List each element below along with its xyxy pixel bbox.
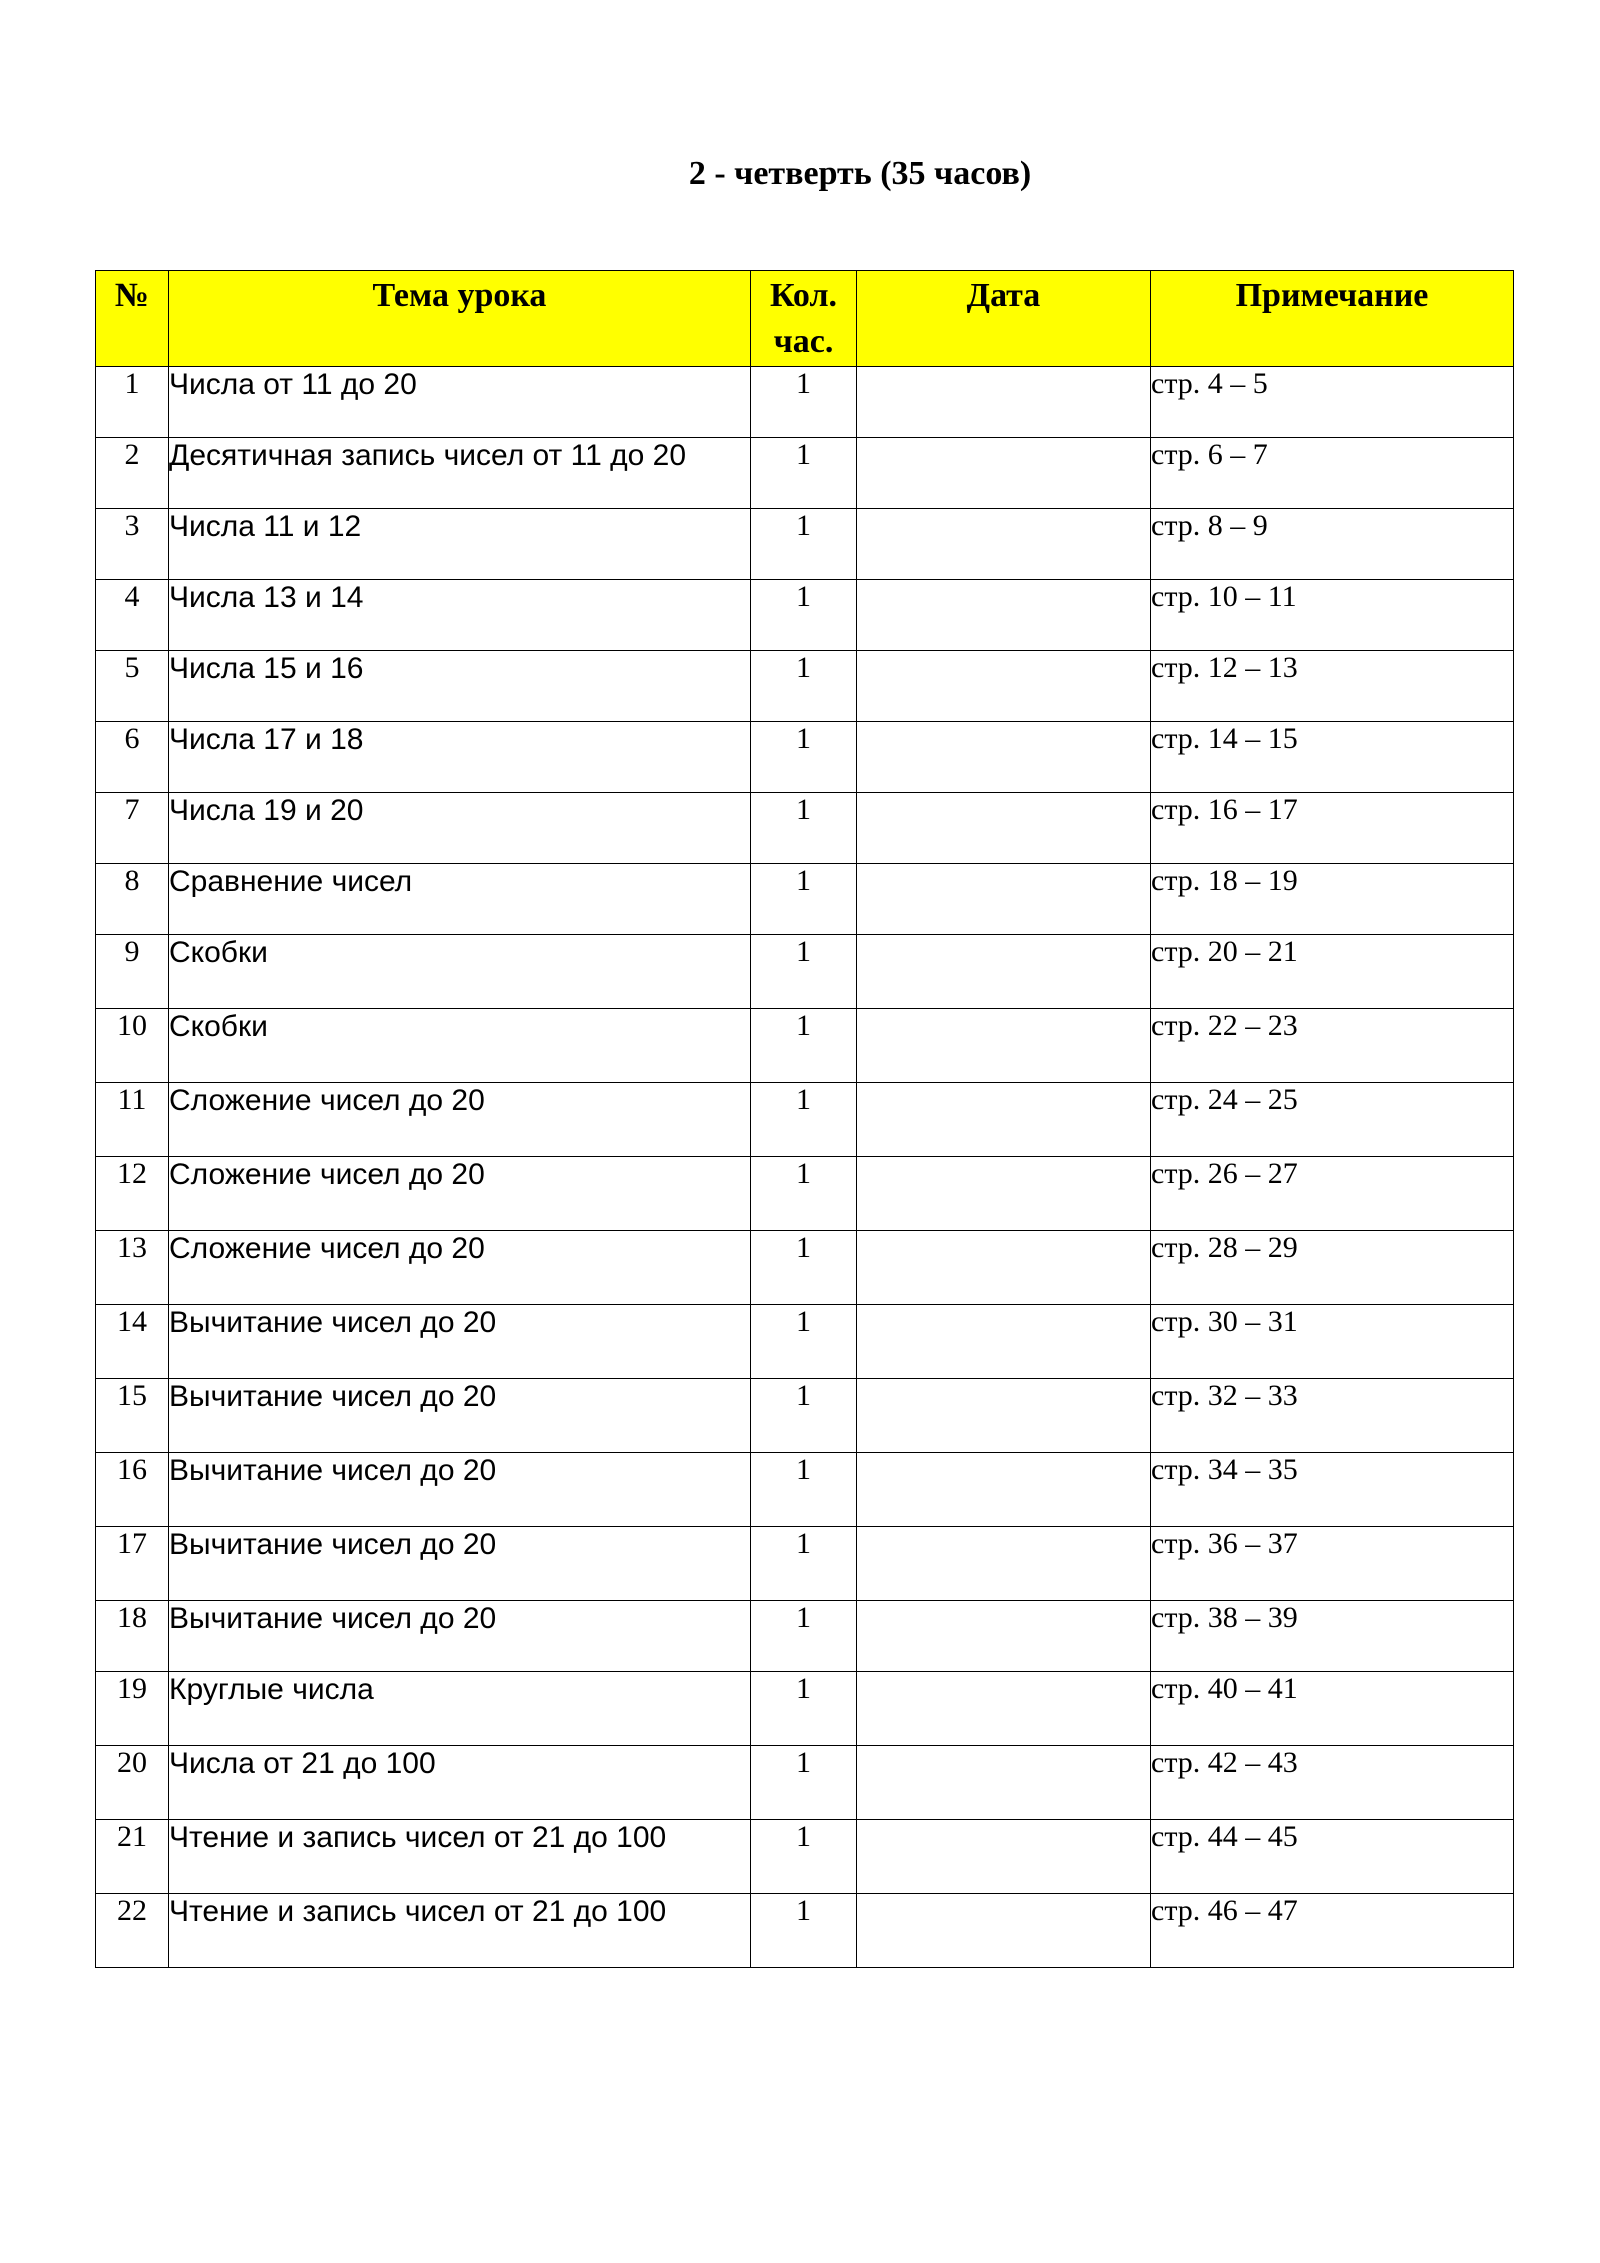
cell-num: 16 (96, 1453, 169, 1527)
cell-date (857, 509, 1151, 580)
table-row (96, 1231, 1514, 1305)
cell-note: стр. 20 – 21 (1151, 935, 1514, 1009)
table-row (96, 651, 1514, 722)
cell-topic: Сложение чисел до 20 (169, 1083, 751, 1157)
table-row (96, 1601, 1514, 1672)
cell-num: 19 (96, 1672, 169, 1746)
cell-topic: Сравнение чисел (169, 864, 751, 935)
table-row (96, 1672, 1514, 1746)
cell-note: стр. 44 – 45 (1151, 1820, 1514, 1894)
cell-num: 20 (96, 1746, 169, 1820)
table-row (96, 1009, 1514, 1083)
cell-num: 6 (96, 722, 169, 793)
cell-num: 4 (96, 580, 169, 651)
cell-topic: Вычитание чисел до 20 (169, 1379, 751, 1453)
table-row (96, 1379, 1514, 1453)
cell-hours: 1 (751, 1672, 857, 1746)
table-row (96, 1453, 1514, 1527)
table-row (96, 1305, 1514, 1379)
table-body (96, 367, 1514, 1968)
page-title: 2 - четверть (35 часов) (688, 155, 1032, 192)
cell-topic: Вычитание чисел до 20 (169, 1453, 751, 1527)
cell-hours: 1 (751, 1009, 857, 1083)
cell-note: стр. 4 – 5 (1151, 367, 1514, 438)
cell-num: 14 (96, 1305, 169, 1379)
cell-note: стр. 34 – 35 (1151, 1453, 1514, 1527)
cell-date (857, 438, 1151, 509)
header-note: Примечание (1151, 271, 1514, 367)
cell-topic: Круглые числа (169, 1672, 751, 1746)
table-row (96, 793, 1514, 864)
cell-date (857, 722, 1151, 793)
cell-topic: Числа от 21 до 100 (169, 1746, 751, 1820)
cell-date (857, 864, 1151, 935)
table-row (96, 438, 1514, 509)
cell-note: стр. 10 – 11 (1151, 580, 1514, 651)
cell-date (857, 935, 1151, 1009)
cell-date (857, 1672, 1151, 1746)
table-row (96, 580, 1514, 651)
cell-num: 2 (96, 438, 169, 509)
header-topic: Тема урока (169, 271, 751, 367)
cell-date (857, 1157, 1151, 1231)
cell-date (857, 651, 1151, 722)
cell-note: стр. 22 – 23 (1151, 1009, 1514, 1083)
header-date: Дата (857, 271, 1151, 367)
cell-date (857, 580, 1151, 651)
cell-hours: 1 (751, 438, 857, 509)
cell-num: 9 (96, 935, 169, 1009)
cell-date (857, 367, 1151, 438)
cell-topic: Десятичная запись чисел от 11 до 20 (169, 438, 751, 509)
cell-note: стр. 32 – 33 (1151, 1379, 1514, 1453)
cell-hours: 1 (751, 580, 857, 651)
cell-num: 22 (96, 1894, 169, 1968)
cell-topic: Вычитание чисел до 20 (169, 1305, 751, 1379)
table-row (96, 864, 1514, 935)
cell-num: 17 (96, 1527, 169, 1601)
table-row (96, 935, 1514, 1009)
cell-hours: 1 (751, 1305, 857, 1379)
header-hours: Кол. час. (751, 271, 857, 367)
cell-num: 7 (96, 793, 169, 864)
cell-topic: Числа от 11 до 20 (169, 367, 751, 438)
cell-num: 13 (96, 1231, 169, 1305)
table-row (96, 1157, 1514, 1231)
cell-date (857, 1453, 1151, 1527)
cell-date (857, 1746, 1151, 1820)
cell-hours: 1 (751, 1746, 857, 1820)
cell-hours: 1 (751, 1527, 857, 1601)
cell-date (857, 1009, 1151, 1083)
cell-num: 15 (96, 1379, 169, 1453)
cell-hours: 1 (751, 1820, 857, 1894)
cell-date (857, 1305, 1151, 1379)
cell-num: 3 (96, 509, 169, 580)
cell-num: 8 (96, 864, 169, 935)
cell-hours: 1 (751, 509, 857, 580)
cell-hours: 1 (751, 1453, 857, 1527)
cell-hours: 1 (751, 935, 857, 1009)
cell-date (857, 1820, 1151, 1894)
cell-topic: Чтение и запись чисел от 21 до 100 (169, 1820, 751, 1894)
header-num: № (96, 271, 169, 367)
cell-note: стр. 46 – 47 (1151, 1894, 1514, 1968)
cell-note: стр. 6 – 7 (1151, 438, 1514, 509)
table-row (96, 1746, 1514, 1820)
cell-topic: Числа 15 и 16 (169, 651, 751, 722)
cell-hours: 1 (751, 1157, 857, 1231)
cell-note: стр. 24 – 25 (1151, 1083, 1514, 1157)
header-row (96, 271, 1514, 367)
table-row (96, 1820, 1514, 1894)
cell-num: 12 (96, 1157, 169, 1231)
cell-topic: Скобки (169, 1009, 751, 1083)
cell-hours: 1 (751, 1379, 857, 1453)
cell-date (857, 1083, 1151, 1157)
cell-num: 21 (96, 1820, 169, 1894)
cell-topic: Вычитание чисел до 20 (169, 1527, 751, 1601)
cell-hours: 1 (751, 1083, 857, 1157)
cell-topic: Сложение чисел до 20 (169, 1157, 751, 1231)
cell-num: 11 (96, 1083, 169, 1157)
cell-topic: Числа 13 и 14 (169, 580, 751, 651)
table-row (96, 509, 1514, 580)
cell-hours: 1 (751, 1894, 857, 1968)
cell-note: стр. 40 – 41 (1151, 1672, 1514, 1746)
cell-topic: Скобки (169, 935, 751, 1009)
cell-note: стр. 8 – 9 (1151, 509, 1514, 580)
table-row (96, 722, 1514, 793)
cell-date (857, 1379, 1151, 1453)
table-row (96, 1083, 1514, 1157)
cell-hours: 1 (751, 651, 857, 722)
cell-topic: Числа 17 и 18 (169, 722, 751, 793)
cell-topic: Чтение и запись чисел от 21 до 100 (169, 1894, 751, 1968)
cell-hours: 1 (751, 1231, 857, 1305)
cell-note: стр. 18 – 19 (1151, 864, 1514, 935)
cell-note: стр. 16 – 17 (1151, 793, 1514, 864)
cell-num: 10 (96, 1009, 169, 1083)
cell-num: 5 (96, 651, 169, 722)
cell-date (857, 1231, 1151, 1305)
cell-date (857, 1894, 1151, 1968)
cell-note: стр. 36 – 37 (1151, 1527, 1514, 1601)
table-row (96, 1894, 1514, 1968)
cell-date (857, 793, 1151, 864)
cell-num: 18 (96, 1601, 169, 1672)
table-header (96, 271, 1514, 367)
cell-note: стр. 26 – 27 (1151, 1157, 1514, 1231)
cell-note: стр. 28 – 29 (1151, 1231, 1514, 1305)
cell-topic: Числа 11 и 12 (169, 509, 751, 580)
cell-note: стр. 42 – 43 (1151, 1746, 1514, 1820)
cell-num: 1 (96, 367, 169, 438)
cell-note: стр. 14 – 15 (1151, 722, 1514, 793)
cell-hours: 1 (751, 367, 857, 438)
cell-topic: Сложение чисел до 20 (169, 1231, 751, 1305)
cell-hours: 1 (751, 1601, 857, 1672)
cell-topic: Числа 19 и 20 (169, 793, 751, 864)
lesson-plan-table (95, 270, 1514, 1968)
cell-date (857, 1527, 1151, 1601)
cell-note: стр. 12 – 13 (1151, 651, 1514, 722)
cell-hours: 1 (751, 793, 857, 864)
cell-topic: Вычитание чисел до 20 (169, 1601, 751, 1672)
cell-hours: 1 (751, 722, 857, 793)
table-row (96, 367, 1514, 438)
table-row (96, 1527, 1514, 1601)
cell-note: стр. 30 – 31 (1151, 1305, 1514, 1379)
cell-note: стр. 38 – 39 (1151, 1601, 1514, 1672)
cell-hours: 1 (751, 864, 857, 935)
cell-date (857, 1601, 1151, 1672)
